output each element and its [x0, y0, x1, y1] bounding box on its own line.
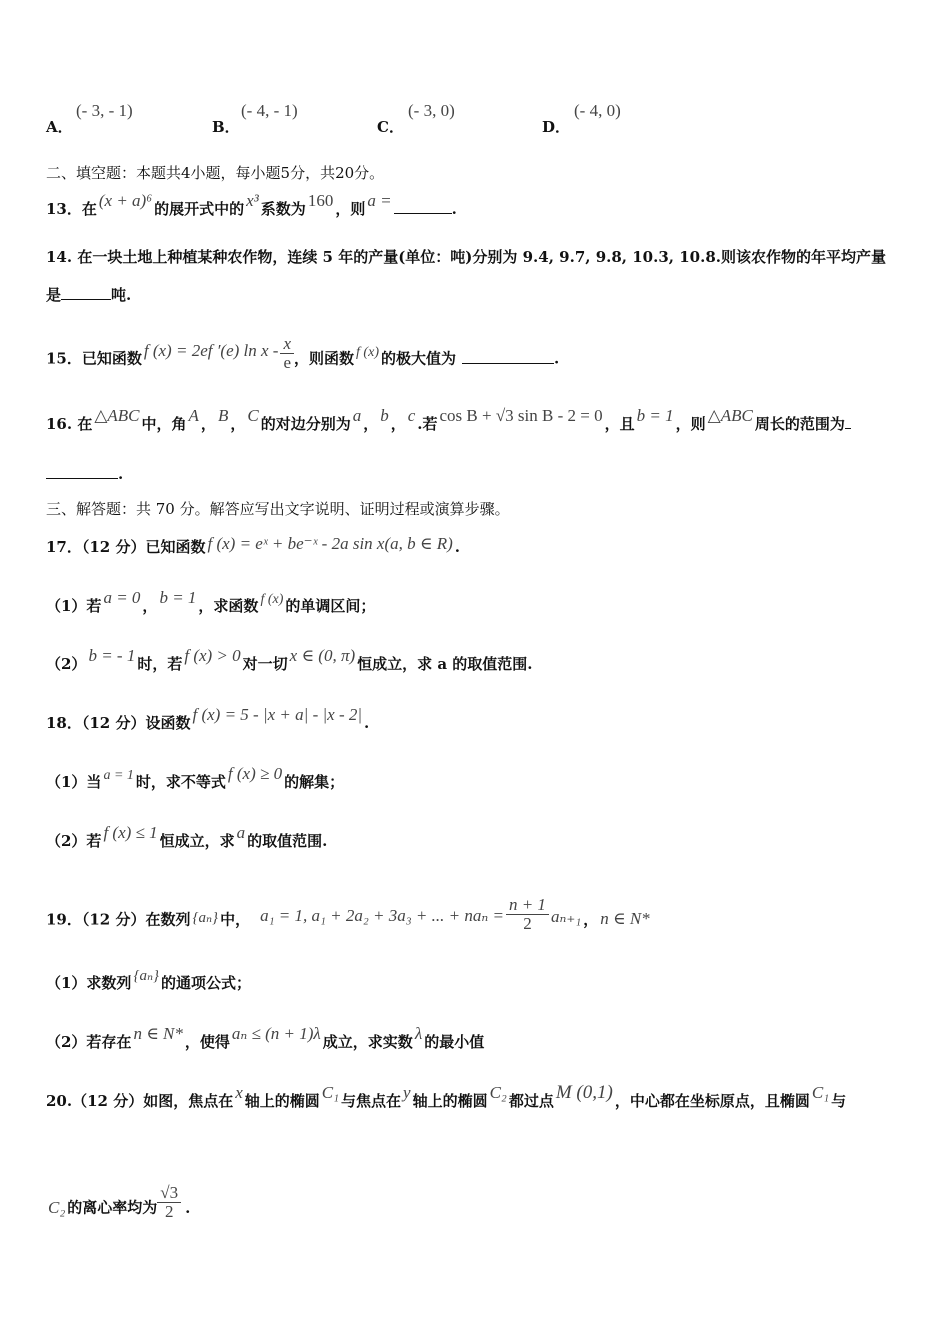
q19-p2-math-3: λ: [414, 1024, 423, 1043]
q19-math-1: {aₙ}: [192, 909, 219, 926]
q20-text-1: 轴上的椭圆: [244, 1092, 320, 1110]
q18-num: 18．（12 分）设函数: [46, 714, 191, 732]
question-15: [46, 334, 560, 378]
question-16-line-2: [46, 465, 123, 483]
q19-p2-math-1: n ∈ N*: [133, 1024, 183, 1043]
q13-math-1: (x + a)⁶: [98, 191, 153, 210]
q20-l2-text-1: 的离心率均为: [67, 1198, 158, 1217]
q15-text-2: 的极大值为: [380, 349, 456, 368]
section2-heading: 二、填空题：本题共4小题，每小题5分，共20分。: [46, 164, 385, 182]
question-19: [46, 895, 652, 939]
q15-fraction: [280, 335, 294, 372]
question-17-part-1: [46, 588, 376, 616]
q17-num: 17．（12 分）已知函数: [46, 538, 206, 556]
question-13: [46, 191, 457, 219]
q16-num: 16. 在: [46, 415, 93, 433]
option-d-label: D．: [542, 118, 571, 136]
q19-p2-text-3: 的最小值: [424, 1033, 485, 1051]
question-14-line-2: [46, 284, 131, 305]
q20-math-point-m: M (0,1): [555, 1082, 613, 1103]
q19-p1-math-1: {aₙ}: [133, 968, 160, 984]
q20-math-x: x: [235, 1083, 243, 1102]
q15-text-3: .: [554, 349, 560, 368]
q13-text-4: .: [451, 200, 457, 218]
q16-text-3: .若: [417, 415, 438, 433]
q16-math-triangle: △ABC: [94, 406, 140, 425]
q18-p1-math-1: a = 1: [103, 768, 134, 783]
q16-angle-b: B: [217, 406, 229, 425]
question-20: [46, 1082, 847, 1112]
q19-math-4: n ∈ N*: [600, 908, 650, 928]
q13-math-4: a =: [367, 191, 392, 210]
q18-p1-text-2: 的解集；: [284, 773, 345, 791]
q18-p1-num: （1）当: [46, 773, 102, 791]
question-20-line-2: [46, 1183, 191, 1227]
q20-l2-text-2: .: [185, 1198, 191, 1217]
q18-p2-text-2: 的取值范围.: [247, 832, 328, 850]
q16-side-b: b: [380, 406, 389, 425]
q20-text-6: 与: [831, 1092, 847, 1110]
q16-comma-2: ，: [230, 415, 246, 433]
q20-math-c2: C₂: [489, 1083, 507, 1102]
q16-text-1: 中，角: [141, 415, 187, 433]
q18-text-1: .: [364, 714, 370, 732]
q18-p2-math-1: f (x) ≤ 1: [103, 823, 158, 842]
q13-math-3: 160: [307, 191, 334, 210]
q18-p2-math-2: a: [236, 823, 246, 842]
q20-l2-math-c2: C₂: [48, 1197, 66, 1217]
q16-math-equation: cos B + √3 sin B - 2 = 0: [439, 406, 603, 425]
question-19-part-2: [46, 1024, 485, 1052]
q15-frac-den: e: [283, 353, 292, 372]
q16-answer-blank[interactable]: [46, 466, 118, 479]
question-18-part-1: [46, 764, 345, 792]
q15-math-2: f (x): [356, 344, 379, 360]
q17-p1-math-2: b = 1: [159, 588, 197, 607]
q17-p2-math-3: x ∈ (0, π): [289, 646, 356, 665]
q20-frac-den: 2: [164, 1202, 174, 1221]
q17-p1-comma: ，: [142, 597, 158, 615]
q16-math-triangle-2: △ABC: [707, 406, 753, 425]
q20-text-5: ，中心都在坐标原点，且椭圆: [614, 1092, 810, 1110]
q19-frac-num: n + 1: [506, 896, 549, 915]
option-d-value: (- 4, 0): [574, 101, 621, 120]
q20-math-y: y: [403, 1083, 411, 1102]
q18-p2-num: （2）若: [46, 832, 102, 850]
q19-math-3: aₙ₊₁: [550, 906, 582, 926]
option-a-label: A．: [46, 118, 73, 136]
q15-text-1: ，则函数: [294, 349, 355, 368]
q14-text-b: 吨.: [111, 286, 132, 304]
q20-math-c1-2: C₁: [811, 1083, 830, 1102]
question-18-part-2: [46, 823, 328, 851]
q18-p1-text-1: 时，求不等式: [135, 773, 226, 791]
q16-text-4: ，且: [604, 415, 635, 433]
option-c-value: (- 3, 0): [408, 101, 455, 120]
q18-math-1: f (x) = 5 - |x + a| - |x - 2|: [192, 705, 363, 724]
q17-p1-text-2: 的单调区间；: [285, 597, 376, 615]
q13-math-2: x³: [246, 191, 259, 210]
question-14-line-1: 14. 在一块土地上种植某种农作物，连续 5 年的产量(单位：吨)分别为 9.4, 9.7, 9.8, 10.3, 10.8.则该农作物的年平均产量: [46, 248, 886, 266]
q16-side-c: c: [407, 406, 416, 425]
q20-text-3: 轴上的椭圆: [412, 1092, 488, 1110]
option-b-label: B．: [212, 118, 240, 136]
q17-p2-text-2: 对一切: [242, 655, 288, 673]
q15-num: 15．已知函数: [46, 349, 142, 368]
q17-p2-math-2: f (x) > 0: [184, 646, 241, 665]
q19-p2-num: （2）若存在: [46, 1033, 132, 1051]
q13-text-2: 系数为: [260, 200, 306, 218]
q14-text-a: 是: [46, 286, 62, 304]
q16-comma-3: ，: [363, 415, 379, 433]
q13-text-1: 的展开式中的: [154, 200, 245, 218]
q17-p2-num: （2）: [46, 655, 87, 673]
q19-p1-text-1: 的通项公式；: [161, 974, 252, 992]
q19-text-1: 中，: [220, 910, 251, 929]
question-17-part-2: [46, 646, 533, 674]
q19-math-2: a₁ = 1, a₁ + 2a₂ + 3a₃ + ... + naₙ =: [260, 905, 504, 925]
q17-p1-num: （1）若: [46, 597, 102, 615]
q20-frac-num: √3: [157, 1184, 181, 1203]
q16-angle-c: C: [247, 406, 259, 425]
q19-p1-num: （1）求数列: [46, 974, 132, 992]
q20-fraction: [157, 1184, 181, 1221]
question-17: [46, 536, 460, 557]
q13-answer-blank[interactable]: [394, 201, 452, 214]
option-b-value: (- 4, - 1): [241, 101, 298, 120]
q16-text-6: 周长的范围为: [754, 415, 845, 433]
q17-text-1: .: [454, 538, 460, 556]
q16-side-a: a: [352, 406, 362, 425]
q20-num: 20.（12 分）如图，焦点在: [46, 1092, 234, 1110]
q16-text-2: 的对边分别为: [260, 415, 351, 433]
question-16: [46, 406, 851, 434]
option-c-label: C．: [377, 118, 404, 136]
q19-p2-text-2: 成立，求实数: [322, 1033, 413, 1051]
q19-fraction: [506, 896, 549, 933]
q16-math-b: b = 1: [636, 406, 674, 425]
q20-text-2: 与焦点在: [341, 1092, 402, 1110]
q18-p1-math-2: f (x) ≥ 0: [227, 764, 283, 783]
q16-angle-a: A: [188, 406, 199, 425]
q16-comma-1: ，: [200, 415, 216, 433]
option-a-value: (- 3, - 1): [76, 101, 133, 120]
q15-frac-num: x: [280, 335, 294, 354]
q16-text-5: ，则: [675, 415, 706, 433]
q17-p1-text-1: ，求函数: [198, 597, 259, 615]
question-18: [46, 705, 370, 733]
q19-frac-den: 2: [523, 914, 532, 933]
question-19-part-1: [46, 968, 252, 993]
q16-answer-blank-start: [845, 416, 851, 429]
section3-heading: 三、解答题：共 70 分。解答应写出文字说明、证明过程或演算步骤。: [46, 500, 510, 518]
q18-p2-text-1: 恒成立，求: [159, 832, 235, 850]
q19-text-2: ，: [583, 910, 599, 929]
q13-text-3: ，则: [335, 200, 366, 218]
q17-math-1: f (x) = eˣ + be⁻ˣ - 2a sin x(a, b ∈ R): [207, 534, 453, 553]
q14-answer-blank[interactable]: [61, 287, 111, 300]
q17-p1-math-3: f (x): [260, 592, 284, 607]
q16-text-7: .: [118, 465, 124, 483]
q15-answer-blank[interactable]: [462, 351, 554, 364]
q20-math-c1: C₁: [321, 1083, 340, 1102]
q17-p2-text-3: 恒成立，求 a 的取值范围.: [357, 655, 533, 673]
q20-text-4: 都过点: [508, 1092, 554, 1110]
q16-comma-4: ，: [390, 415, 406, 433]
q19-p2-math-2: aₙ ≤ (n + 1)λ: [231, 1024, 321, 1043]
q17-p2-math-1: b = - 1: [88, 646, 136, 665]
q17-p2-text-1: 时，若: [137, 655, 183, 673]
q19-p2-text-1: ，使得: [184, 1033, 230, 1051]
q13-num: 13．在: [46, 200, 97, 218]
q17-p1-math-1: a = 0: [103, 588, 141, 607]
q19-num: 19．（12 分）在数列: [46, 910, 191, 929]
q15-math-1: f (x) = 2ef ′(e) ln x -: [143, 340, 279, 360]
